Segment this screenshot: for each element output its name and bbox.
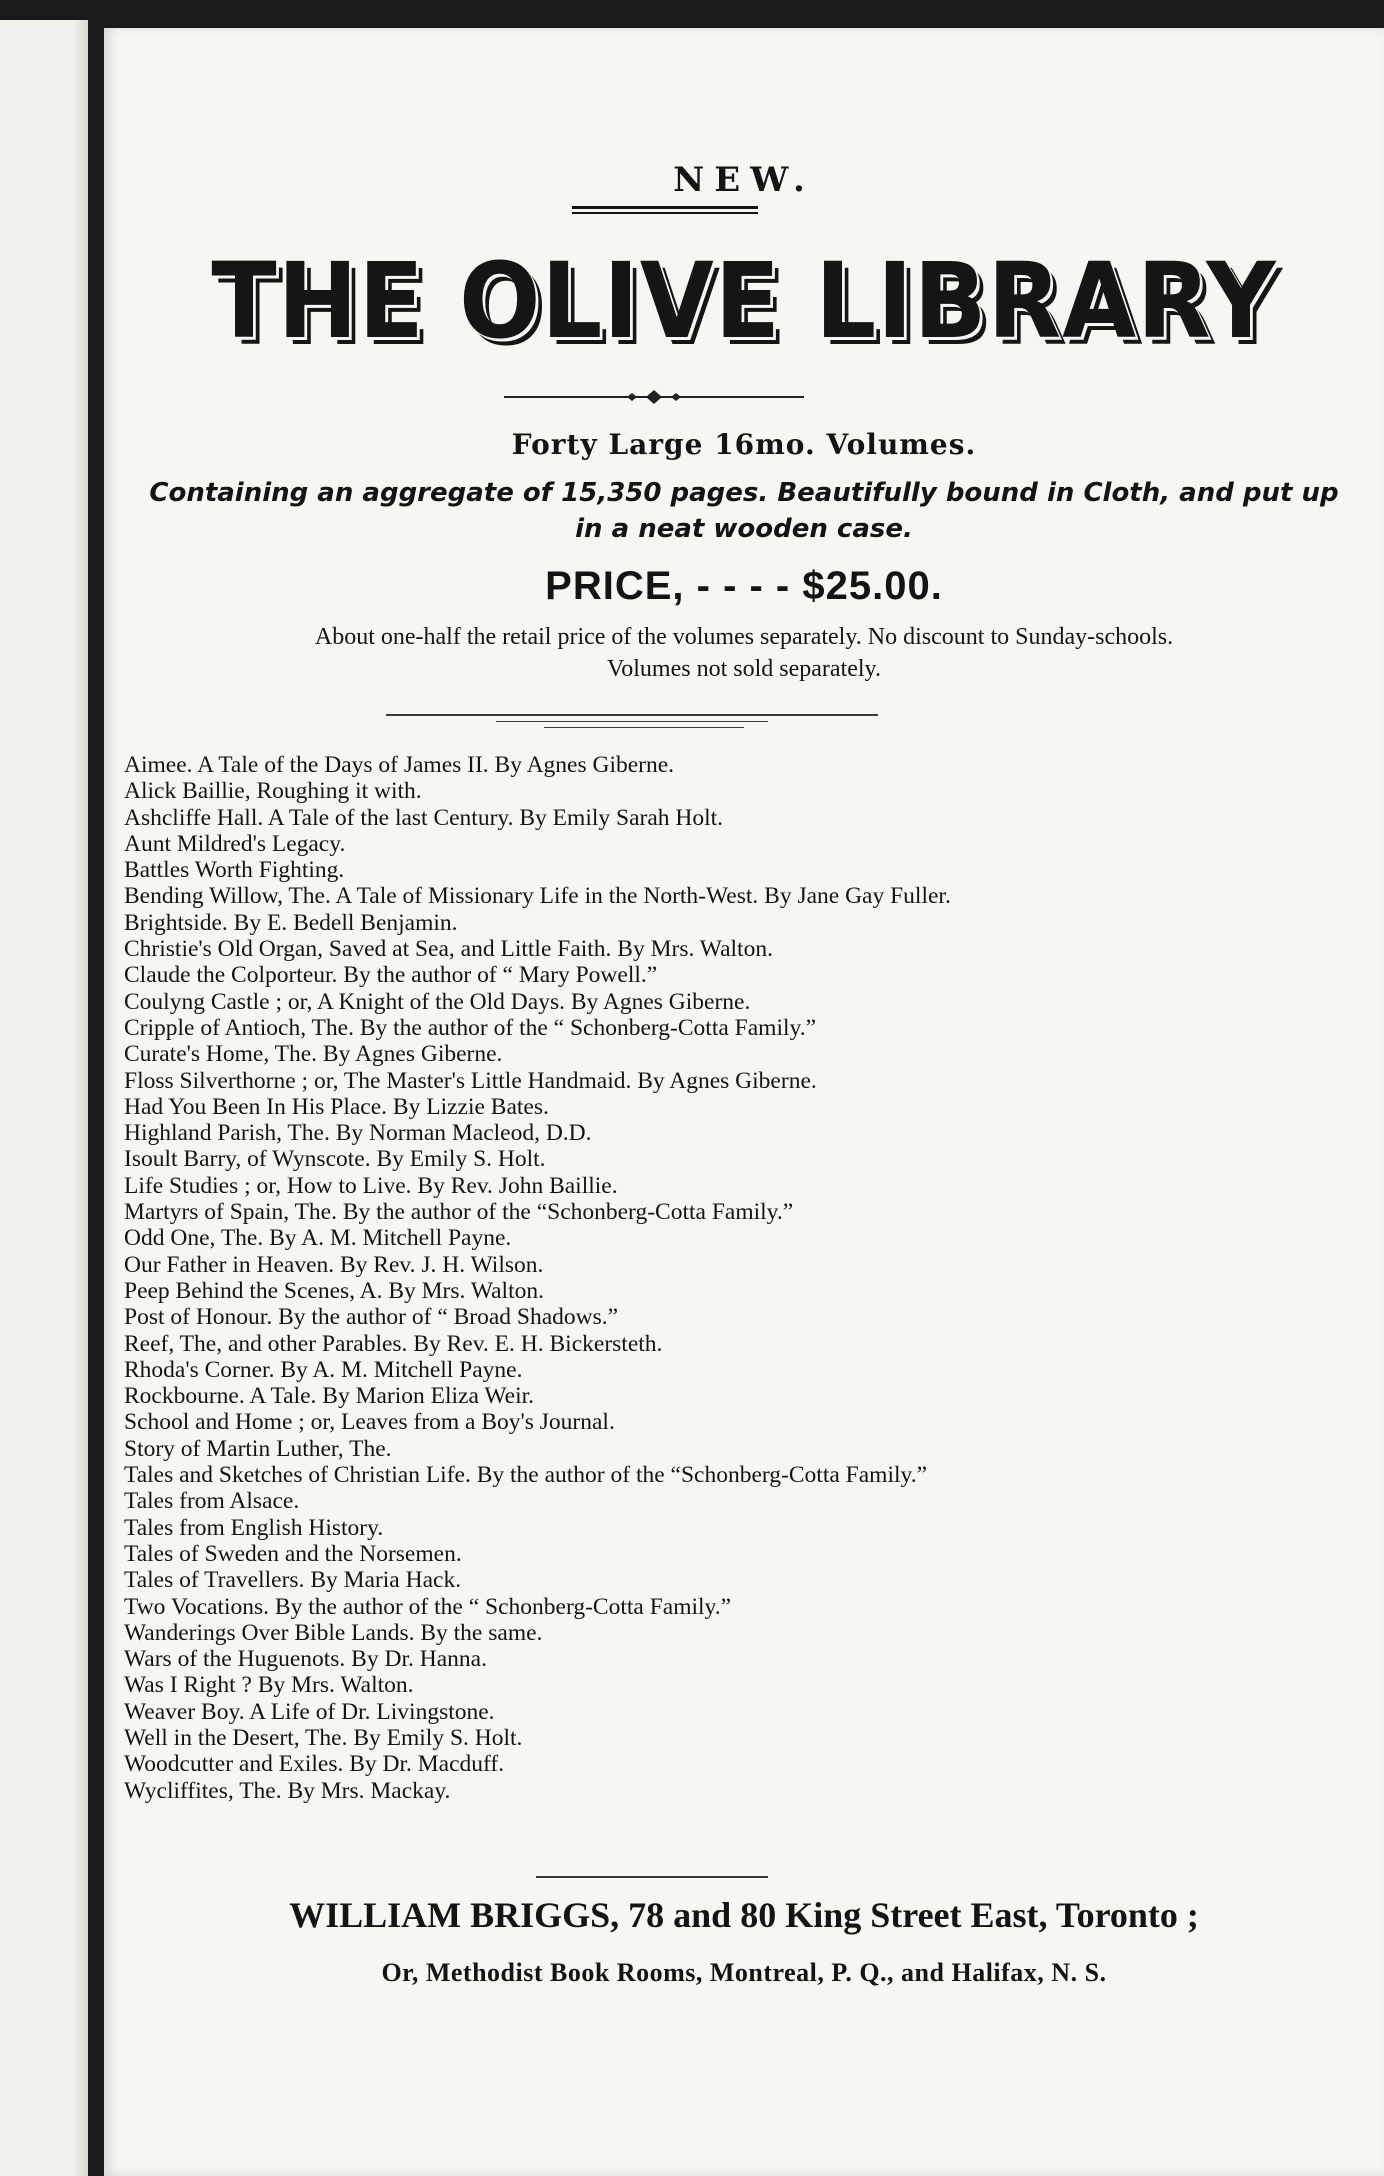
- facing-page-edge: [0, 20, 88, 2176]
- book-entry: Cripple of Antioch, The. By the author of the “ Schonberg-Cotta Family.”: [124, 1014, 817, 1041]
- book-entry: Wycliffites, The. By Mrs. Mackay.: [124, 1777, 451, 1804]
- book-entry: Rockbourne. A Tale. By Marion Eliza Weir.: [124, 1383, 535, 1410]
- note-line-1: About one-half the retail price of the volumes separately. No discount to Sunday-schools.: [314, 624, 1174, 650]
- volumes-subtitle: Forty Large 16mo. Volumes.: [511, 428, 977, 461]
- book-entry: Bending Willow, The. A Tale of Missionary Life in the North-West. By Jane Gay Fuller.: [124, 883, 951, 910]
- book-entry: Wanderings Over Bible Lands. By the same.: [124, 1619, 543, 1646]
- book-entry: Post of Honour. By the author of “ Broad Shadows.”: [124, 1304, 619, 1331]
- advertisement-page: [104, 28, 1384, 2176]
- note-line-2: Volumes not sold separately.: [607, 656, 881, 682]
- divider-rule-short: [544, 727, 744, 728]
- book-entry: Woodcutter and Exiles. By Dr. Macduff.: [124, 1751, 505, 1778]
- book-entry: Story of Martin Luther, The.: [124, 1435, 392, 1462]
- book-entry: Tales of Travellers. By Maria Hack.: [124, 1567, 462, 1594]
- book-entry: Weaver Boy. A Life of Dr. Livingstone.: [124, 1698, 495, 1725]
- book-entry: Alick Baillie, Roughing it with.: [124, 778, 422, 805]
- footer-divider: [536, 1876, 768, 1878]
- kicker-underline: [572, 206, 758, 209]
- book-entry: Rhoda's Corner. By A. M. Mitchell Payne.: [124, 1356, 523, 1383]
- book-entry: Brightside. By E. Bedell Benjamin.: [124, 909, 458, 936]
- book-entry: Tales of Sweden and the Norsemen.: [124, 1540, 462, 1567]
- ornament-divider: [504, 390, 804, 404]
- publisher-alternate: Or, Methodist Book Rooms, Montreal, P. Q., and Halifax, N. S.: [381, 1958, 1107, 1987]
- book-entry: Had You Been In His Place. By Lizzie Bates.: [124, 1093, 549, 1120]
- book-entry: Floss Silverthorne ; or, The Master's Little Handmaid. By Agnes Giberne.: [124, 1067, 817, 1094]
- book-list: [124, 752, 951, 1804]
- book-entry: Aunt Mildred's Legacy.: [124, 830, 346, 857]
- book-entry: Isoult Barry, of Wynscote. By Emily S. Holt.: [124, 1146, 546, 1173]
- book-entry: Life Studies ; or, How to Live. By Rev. John Baillie.: [124, 1172, 618, 1199]
- book-entry: Highland Parish, The. By Norman Macleod, D.D.: [124, 1120, 592, 1147]
- book-entry: Odd One, The. By A. M. Mitchell Payne.: [124, 1225, 512, 1252]
- publisher-address: WILLIAM BRIGGS, 78 and 80 King Street East, Toronto ;: [289, 1895, 1199, 1935]
- price: PRICE, - - - - $25.00.: [545, 564, 943, 608]
- description-line-2: in a neat wooden case.: [575, 514, 913, 544]
- book-entry: Was I Right ? By Mrs. Walton.: [124, 1672, 414, 1699]
- kicker-underline-thin: [572, 212, 758, 214]
- book-entry: Battles Worth Fighting.: [124, 857, 345, 884]
- book-entry: Our Father in Heaven. By Rev. J. H. Wilson.: [124, 1251, 544, 1278]
- book-entry: Well in the Desert, The. By Emily S. Holt.: [124, 1724, 523, 1751]
- kicker-new: NEW.: [673, 160, 815, 200]
- book-entry: Tales and Sketches of Christian Life. By the author of the “Schonberg-Cotta Family.”: [124, 1462, 928, 1489]
- book-entry: Martyrs of Spain, The. By the author of the “Schonberg-Cotta Family.”: [124, 1199, 794, 1226]
- book-entry: Aimee. A Tale of the Days of James II. By Agnes Giberne.: [124, 752, 675, 778]
- book-entry: Tales from English History.: [124, 1514, 384, 1541]
- book-entry: Peep Behind the Scenes, A. By Mrs. Walton.: [124, 1277, 544, 1304]
- book-entry: Coulyng Castle ; or, A Knight of the Old Days. By Agnes Giberne.: [124, 988, 751, 1015]
- book-entry: Wars of the Huguenots. By Dr. Hanna.: [124, 1646, 487, 1673]
- book-entry: Reef, The, and other Parables. By Rev. E. H. Bickersteth.: [124, 1330, 663, 1357]
- book-entry: Two Vocations. By the author of the “ Schonberg-Cotta Family.”: [124, 1593, 732, 1620]
- book-entry: Tales from Alsace.: [124, 1488, 300, 1515]
- book-entry: Ashcliffe Hall. A Tale of the last Century. By Emily Sarah Holt.: [124, 804, 724, 831]
- book-entry: School and Home ; or, Leaves from a Boy's Journal.: [124, 1409, 615, 1436]
- book-entry: Curate's Home, The. By Agnes Giberne.: [124, 1041, 503, 1068]
- description-line-1: Containing an aggregate of 15,350 pages. Beautifully bound in Cloth, and put up: [149, 478, 1339, 508]
- book-entry: Christie's Old Organ, Saved at Sea, and Little Faith. By Mrs. Walton.: [124, 936, 773, 963]
- book-entry: Claude the Colporteur. By the author of “ Mary Powell.”: [124, 962, 658, 989]
- page-title: THE OLIVE LIBRARY: [211, 240, 1277, 362]
- divider-rule-short: [496, 721, 768, 722]
- divider-rule: [386, 714, 878, 716]
